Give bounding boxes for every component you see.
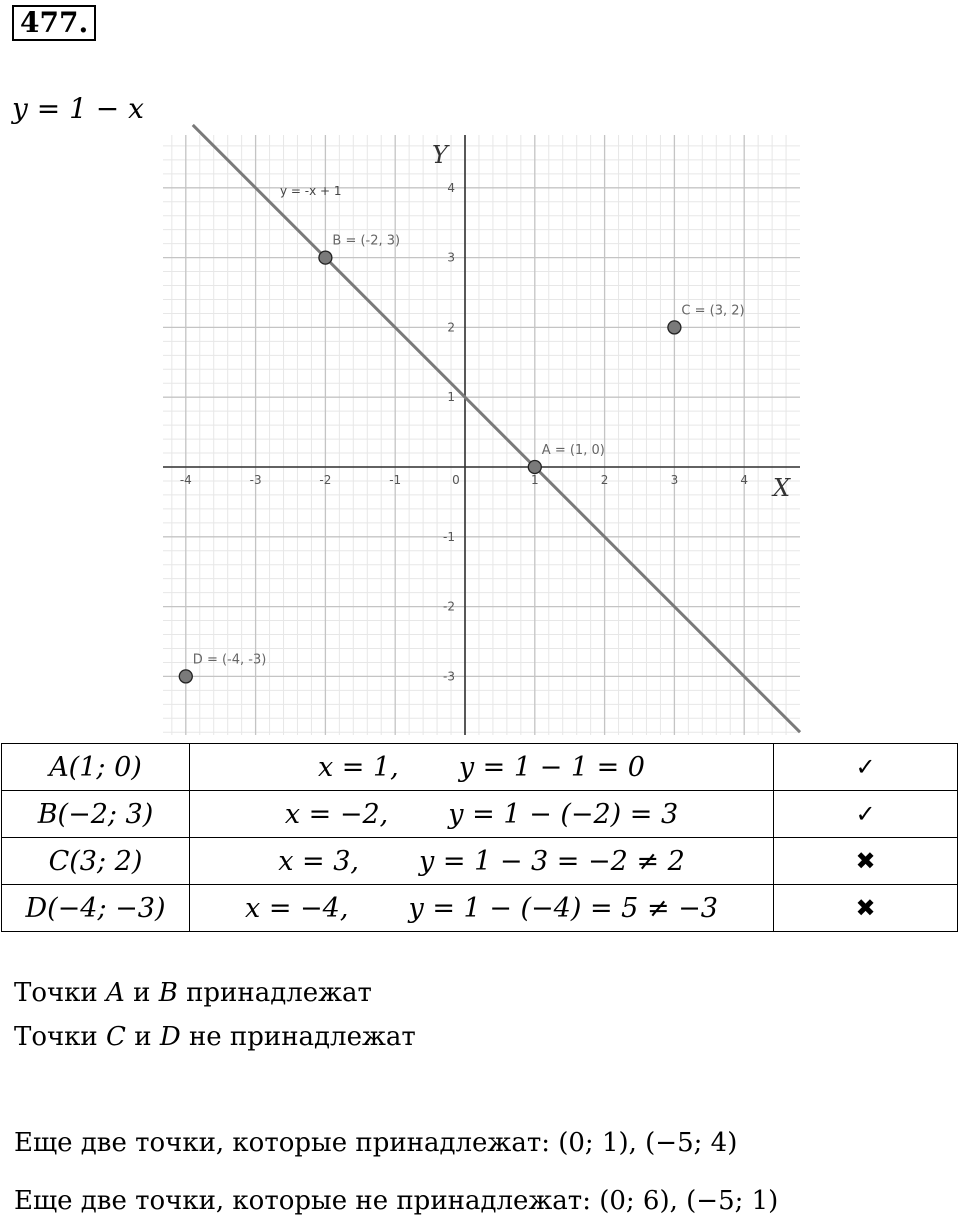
word: не принадлежат [188, 1022, 416, 1052]
conclusion-belong [14, 978, 372, 1008]
point-label: B = (-2, 3) [332, 233, 401, 249]
x-tick-label: 1 [530, 473, 539, 487]
calc-cell: x = −2, y = 1 − (−2) = 3 [190, 791, 774, 838]
point-cell: C(3; 2) [2, 838, 190, 885]
x-tick-label: -3 [249, 473, 262, 487]
word: и [133, 978, 151, 1008]
table-row [2, 885, 958, 932]
calc-cell: x = 3, y = 1 − 3 = −2 ≠ 2 [190, 838, 774, 885]
axes [163, 135, 800, 735]
y-tick-label: 1 [447, 390, 455, 405]
extra-points-belong: Еще две точки, которые принадлежат: (0; 1), (−5; 4) [14, 1128, 738, 1158]
equation-heading: y = 1 − x [12, 92, 144, 125]
calc-cell: x = −4, y = 1 − (−4) = 5 ≠ −3 [190, 885, 774, 932]
calc-cell: x = 1, y = 1 − 1 = 0 [190, 744, 774, 791]
y-tick-label: 4 [447, 180, 455, 195]
series-label: y = -x + 1 [280, 183, 342, 198]
y-tick-label: -1 [443, 529, 455, 544]
cross-mark-icon: ✖ [774, 885, 958, 932]
check-mark-icon: ✓ [774, 791, 958, 838]
point-letter: B [158, 978, 178, 1008]
grid-minor [163, 135, 800, 735]
points-layer [179, 234, 744, 683]
word: и [134, 1022, 152, 1052]
data-point [528, 461, 541, 474]
x-tick-label: 4 [740, 473, 749, 487]
point-label: C = (3, 2) [681, 303, 745, 319]
extra-points-not-belong: Еще две точки, которые не принадлежат: (0; 6), (−5; 1) [14, 1186, 779, 1216]
check-table [1, 743, 958, 932]
point-label: D = (-4, -3) [192, 652, 267, 668]
x-tick-label: -2 [319, 473, 332, 487]
x-tick-label: -1 [389, 473, 402, 487]
data-point [319, 251, 332, 264]
tick-labels [180, 181, 748, 684]
point-letter: D [159, 1022, 181, 1052]
table-row [2, 744, 958, 791]
check-mark-icon: ✓ [774, 744, 958, 791]
y-axis-label: Y [432, 141, 448, 169]
problem-number: 477. [12, 5, 96, 41]
x-tick-label: -4 [179, 473, 192, 487]
data-point [179, 670, 192, 683]
point-letter: A [106, 978, 125, 1008]
y-tick-label: 2 [447, 320, 455, 335]
x-tick-label: 0 [452, 473, 460, 487]
point-cell: D(−4; −3) [2, 885, 190, 932]
table-row [2, 791, 958, 838]
point-cell: B(−2; 3) [2, 791, 190, 838]
conclusion-not-belong [14, 1022, 416, 1052]
point-label: A = (1, 0) [541, 443, 605, 458]
x-tick-label: 3 [670, 473, 679, 487]
word: Точки [14, 978, 98, 1008]
point-letter: C [106, 1022, 126, 1052]
x-axis-label: X [773, 474, 791, 502]
word: Точки [14, 1022, 98, 1052]
y-tick-label: 3 [447, 250, 455, 265]
x-tick-label: 2 [600, 473, 609, 487]
y-tick-label: -2 [443, 599, 455, 614]
point-cell: A(1; 0) [2, 744, 190, 791]
table-row [2, 838, 958, 885]
y-tick-label: -3 [443, 669, 455, 684]
grid-major [163, 135, 800, 735]
word: принадлежат [186, 978, 372, 1008]
data-point [668, 321, 681, 334]
cross-mark-icon: ✖ [774, 838, 958, 885]
